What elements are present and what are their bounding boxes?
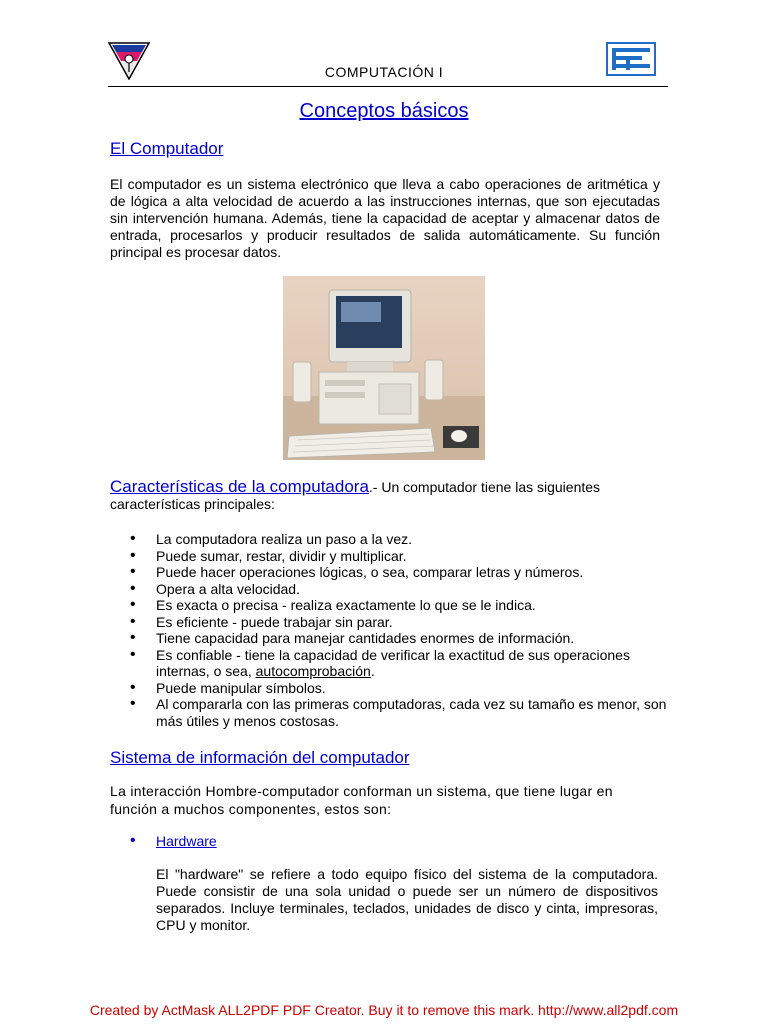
list-item-text: Es confiable - tiene la capacidad de verificar la exactitud de sus operaciones internas, o sea, [156, 646, 630, 679]
footer-watermark: Created by ActMask ALL2PDF PDF Creator. Buy it to remove this mark. http://www.all2pdf.com [89, 1002, 679, 1018]
header-divider [108, 86, 668, 87]
section-link-sistema[interactable]: Sistema de información del computador [110, 748, 410, 767]
computer-photo [283, 276, 485, 460]
list-item: • Es exacta o precisa - realiza exactamente lo que se le indica. [130, 597, 670, 614]
section2-intro [110, 478, 660, 513]
page-title[interactable] [0, 100, 768, 123]
section-link-caracteristicas[interactable]: Características de la computadora [110, 477, 369, 496]
list-item-end: . [370, 663, 375, 679]
hardware-link[interactable]: Hardware [156, 833, 217, 849]
section2-intro-text: .- Un computador tiene las siguientes características principales: [110, 479, 601, 512]
section-heading-computador[interactable] [110, 139, 223, 159]
list-item: • Al compararla con las primeras computadoras, cada vez su tamaño es menor, son más útiles y menos costosas. [130, 696, 670, 729]
characteristics-list [130, 531, 670, 729]
list-item: • Es eficiente - puede trabajar sin parar. [130, 614, 670, 631]
list-item: • Puede hacer operaciones lógicas, o sea, comparar letras y números. [130, 564, 670, 581]
section3-paragraph: La interacción Hombre-computador conforman un sistema, que tiene lugar en función a muchos componentes, estos son: [110, 783, 613, 817]
autocomprobacion-link[interactable]: autocomprobación [255, 663, 371, 679]
list-item: • Tiene capacidad para manejar cantidades enormes de información. [130, 630, 670, 647]
list-item: • Puede manipular símbolos. [130, 680, 670, 697]
list-item-confiable [130, 647, 670, 680]
header-title: COMPUTACIÓN I [324, 64, 444, 80]
section-heading-sistema[interactable] [110, 748, 410, 768]
page-title-link[interactable]: Conceptos básicos [299, 100, 469, 122]
section1-paragraph: El computador es un sistema electrónico que lleva a cabo operaciones de aritmética y de lógica a alta velocidad de acuerdo a las instrucciones internas, que son ejecutadas sin intervención humana. Además, tiene la capacidad de aceptar y almacenar datos de entrada, procesarlos y producir resultados de salida automáticamente. Su función principal es procesar datos. [110, 176, 660, 260]
components-list [130, 833, 670, 850]
list-item: • Puede sumar, restar, dividir y multiplicar. [130, 548, 670, 565]
list-item: • La computadora realiza un paso a la vez. [130, 531, 670, 548]
list-item: • Opera a alta velocidad. [130, 581, 670, 598]
hardware-paragraph: El "hardware" se refiere a todo equipo físico del sistema de la computadora. Puede consistir de una sola unidad o puede ser un número de dispositivos separados. Incluye terminales, teclados, unidades de disco y cinta, impresoras, CPU y monitor. [156, 866, 658, 933]
section-link-computador[interactable]: El Computador [110, 139, 224, 158]
list-item-hardware [130, 833, 670, 850]
